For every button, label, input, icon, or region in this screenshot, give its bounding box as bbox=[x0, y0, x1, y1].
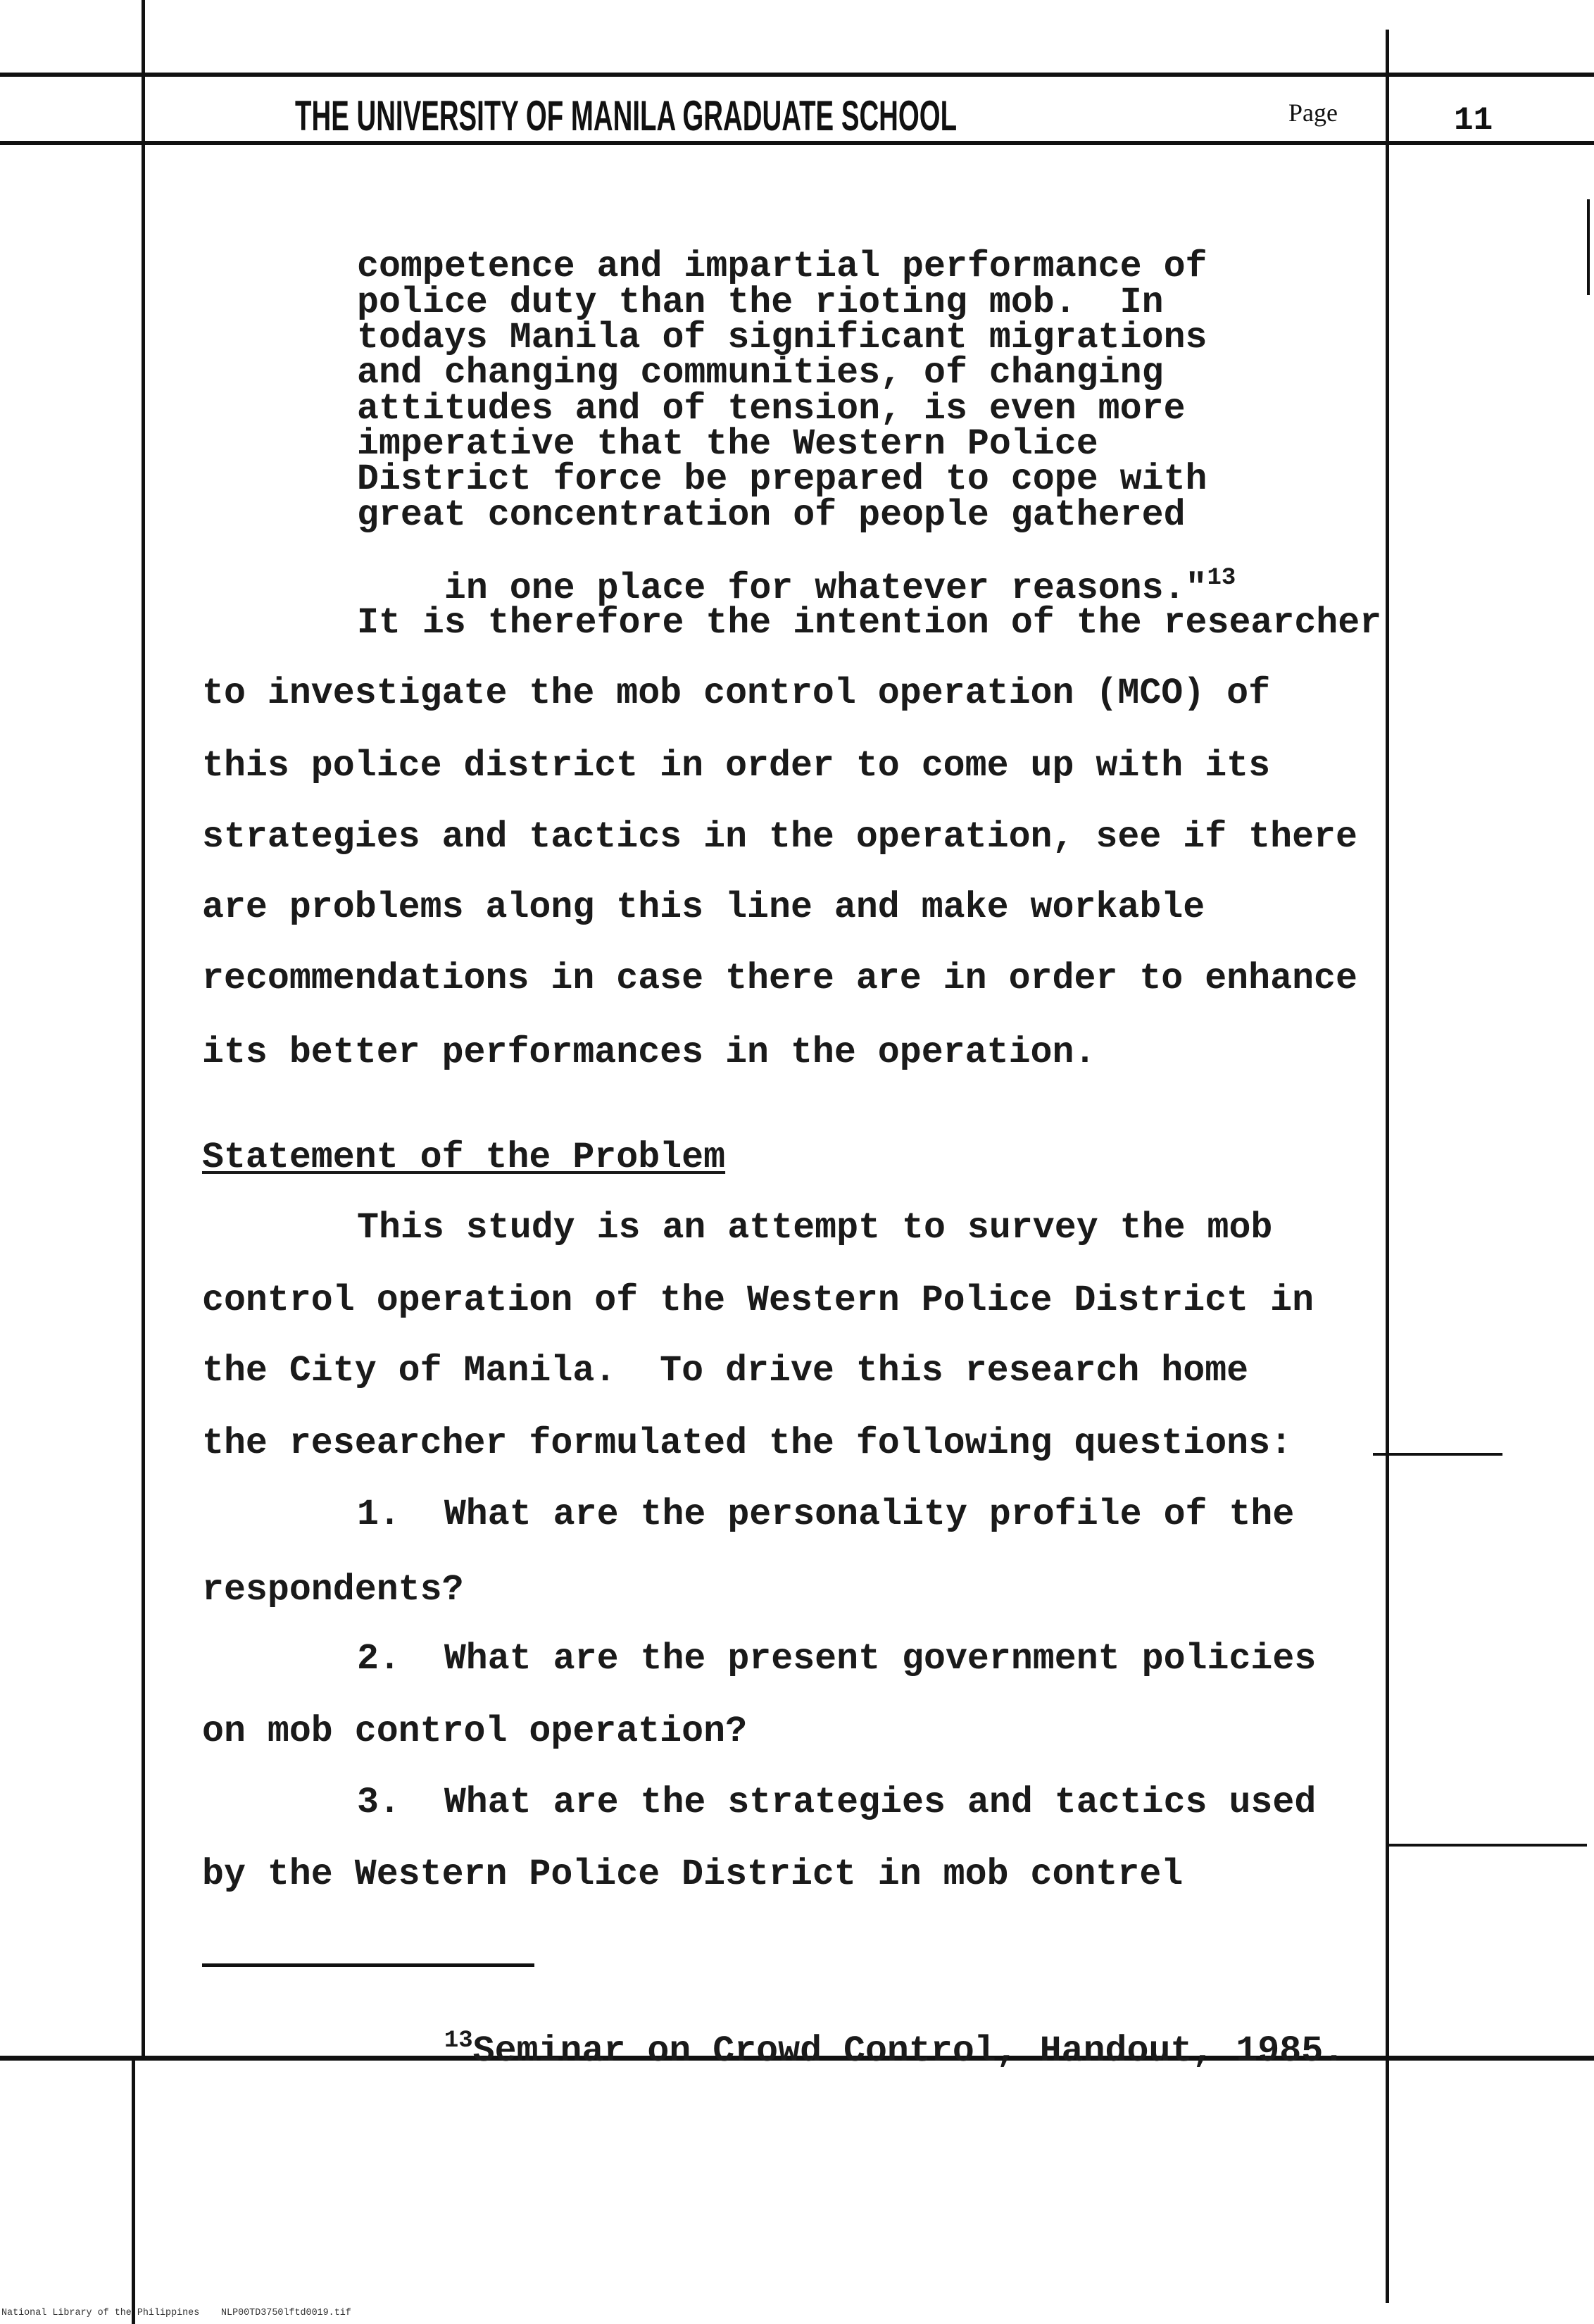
paragraph-line: It is therefore the intention of the researcher bbox=[357, 603, 1382, 644]
page-number: 11 bbox=[1454, 102, 1493, 139]
left-margin-rule-lower bbox=[132, 2059, 135, 2324]
footnote-reference: 13 bbox=[1207, 565, 1236, 592]
section-heading: Statement of the Problem bbox=[202, 1137, 726, 1178]
quote-line: attitudes and of tension, is even more bbox=[357, 389, 1186, 430]
header-top-rule bbox=[0, 73, 1594, 77]
paragraph-line: are problems along this line and make workable bbox=[202, 887, 1205, 928]
right-tick-rule bbox=[1373, 1453, 1502, 1456]
question-item: 1. What are the personality profile of the bbox=[357, 1494, 1295, 1535]
footnote-number: 13 bbox=[444, 2028, 473, 2054]
footnote-text: Seminar on Crowd Control, Handout, 1985. bbox=[472, 2031, 1345, 2072]
question-item-continued: by the Western Police District in mob contrel bbox=[202, 1854, 1184, 1895]
quote-line: great concentration of people gathered bbox=[357, 495, 1186, 536]
question-item: 3. What are the strategies and tactics used bbox=[357, 1782, 1317, 1823]
page-label: Page bbox=[1288, 99, 1338, 127]
paragraph-line: its better performances in the operation. bbox=[202, 1032, 1096, 1073]
quote-line-last bbox=[357, 534, 1236, 609]
paragraph-line: to investigate the mob control operation (MCO) of bbox=[202, 673, 1271, 714]
paragraph-line: strategies and tactics in the operation, see if there bbox=[202, 817, 1357, 858]
footnote-separator bbox=[202, 1963, 534, 1967]
quote-line: imperative that the Western Police bbox=[357, 424, 1098, 465]
scan-filename: NLP00TD3750lftd0019.tif bbox=[221, 2308, 351, 2318]
edge-mark bbox=[1587, 199, 1590, 295]
right-tick-rule bbox=[1387, 1844, 1587, 1847]
quote-line: todays Manila of significant migrations bbox=[357, 318, 1207, 358]
quote-line: competence and impartial performance of bbox=[357, 246, 1207, 287]
question-item-continued: respondents? bbox=[202, 1570, 464, 1611]
quote-line: and changing communities, of changing bbox=[357, 353, 1164, 394]
paragraph-line: recommendations in case there are in order to enhance bbox=[202, 958, 1357, 999]
left-margin-rule bbox=[142, 0, 145, 2059]
institution-title: THE UNIVERSITY OF MANILA GRADUATE SCHOOL bbox=[295, 92, 958, 139]
header-bottom-rule bbox=[0, 141, 1594, 145]
quote-line: District force be prepared to cope with bbox=[357, 459, 1207, 500]
quote-line-text: in one place for whatever reasons." bbox=[444, 568, 1207, 609]
section-line: control operation of the Western Police District in bbox=[202, 1280, 1314, 1321]
section-line: This study is an attempt to survey the mob bbox=[357, 1208, 1273, 1249]
paragraph-line: this police district in order to come up with its bbox=[202, 746, 1271, 787]
right-margin-rule bbox=[1386, 30, 1389, 2303]
quote-line: police duty than the rioting mob. In bbox=[357, 282, 1164, 323]
question-item-continued: on mob control operation? bbox=[202, 1711, 748, 1752]
scan-library-imprint: National Library of the Philippines bbox=[1, 2308, 200, 2318]
question-item: 2. What are the present government policies bbox=[357, 1639, 1317, 1680]
section-line: the City of Manila. To drive this research home bbox=[202, 1351, 1249, 1392]
section-line: the researcher formulated the following questions: bbox=[202, 1423, 1293, 1464]
footnote bbox=[357, 1997, 1345, 2072]
